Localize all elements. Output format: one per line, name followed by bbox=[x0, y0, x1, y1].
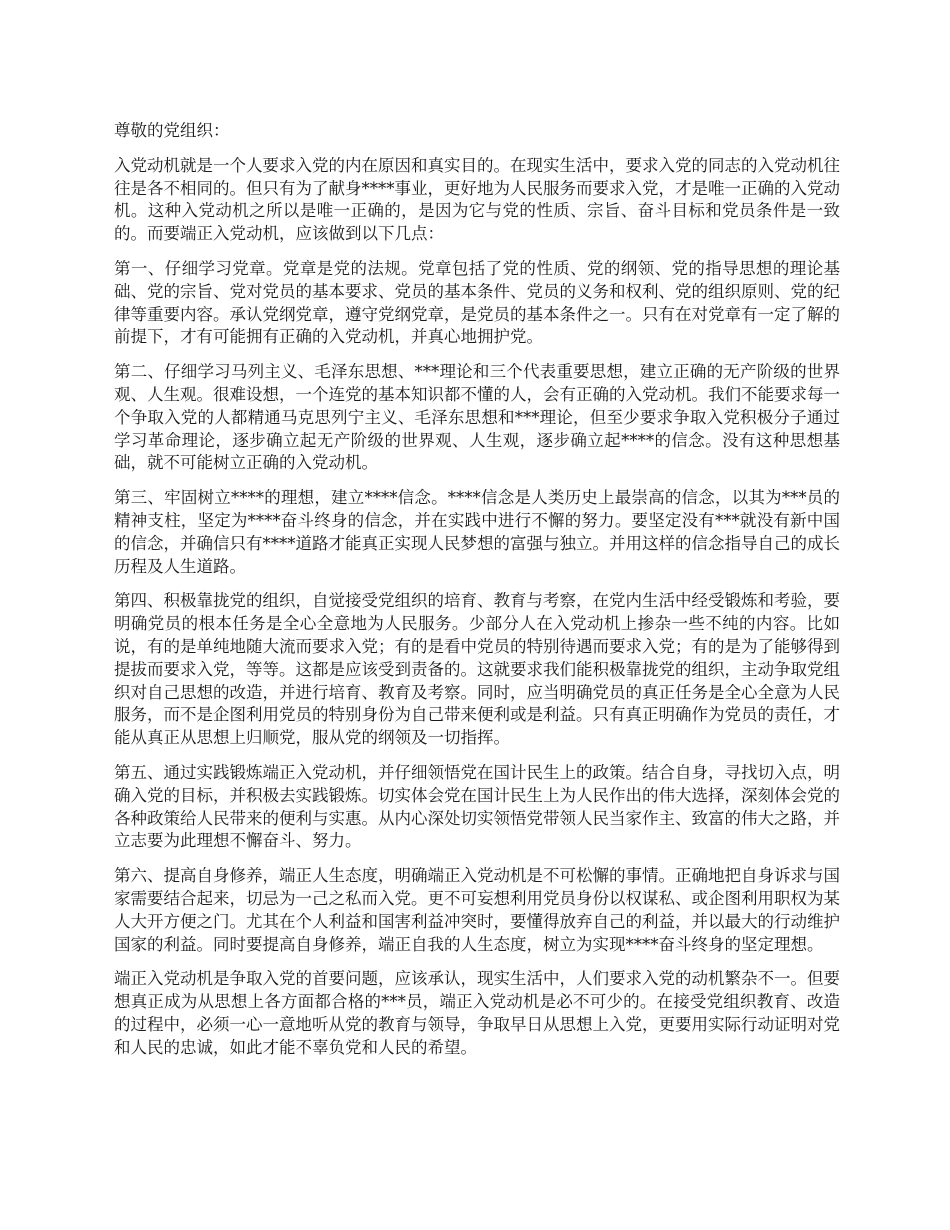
paragraph-point-6: 第六、提高自身修养，端正人生态度，明确端正入党动机是不可松懈的事情。正确地把自身诉求与国家需要结合起来，切忌为一己之私而入党。更不可妄想利用党员身份以权谋私、或企图利用职权为某人大开方便之门。尤其在个人利益和国害利益冲突时，要懂得放弃自己的利益，并以最大的行动维护国家的利益。同时要提高自身修养，端正自我的人生态度，树立为实现****奋斗终身的坚定理想。 bbox=[114, 866, 840, 954]
paragraph-point-4: 第四、积极靠拢党的组织，自觉接受党组织的培育、教育与考察，在党内生活中经受锻炼和考验，要明确党员的根本任务是全心全意地为人民服务。少部分人在入党动机上掺杂一些不纯的内容。比如说，有的是单纯地随大流而要求入党；有的是看中党员的特别待遇而要求入党；有的是为了能够得到提拔而要求入党，等等。这都是应该受到责备的。这就要求我们能积极靠拢党的组织，主动争取党组织对自己思想的改造，并进行培育、教育及考察。同时，应当明确党员的真正任务是全心全意为人民服务，而不是企图利用党员的特别身份为自己带来便利或是利益。只有真正明确作为党员的责任，才能从真正从思想上归顺党，服从党的纲领及一切指挥。 bbox=[114, 591, 840, 748]
paragraph-point-2: 第二、仔细学习马列主义、毛泽东思想、***理论和三个代表重要思想，建立正确的无产阶级的世界观、人生观。很难设想，一个连党的基本知识都不懂的人，会有正确的入党动机。我们不能要求每一个争取入党的人都精通马克思列宁主义、毛泽东思想和***理论，但至少要求争取入党积极分子通过学习革命理论，逐步确立起无产阶级的世界观、人生观，逐步确立起****的信念。没有这种思想基础，就不可能树立正确的入党动机。 bbox=[114, 362, 840, 473]
paragraph-point-3: 第三、牢固树立****的理想，建立****信念。****信念是人类历史上最崇高的信念，以其为***员的精神支柱，坚定为****奋斗终身的信念，并在实践中进行不懈的努力。要坚定没有***就没有新中国的信念，并确信只有****道路才能真正实现人民梦想的富强与独立。并用这样的信念指导自己的成长历程及人生道路。 bbox=[114, 488, 840, 576]
paragraph-conclusion: 端正入党动机是争取入党的首要问题，应该承认，现实生活中，人们要求入党的动机繁杂不一。但要想真正成为从思想上各方面都合格的***员，端正入党动机是必不可少的。在接受党组织教育、改造的过程中，必须一心一意地听从党的教育与领导，争取早日从思想上入党，更要用实际行动证明对党和人民的忠诚，如此才能不辜负党和人民的希望。 bbox=[114, 969, 840, 1057]
document-body bbox=[114, 120, 840, 1071]
paragraph-point-1: 第一、仔细学习党章。党章是党的法规。党章包括了党的性质、党的纲领、党的指导思想的理论基础、党的宗旨、党对党员的基本要求、党员的基本条件、党员的义务和权利、党的组织原则、党的纪律等重要内容。承认党纲党章，遵守党纲党章，是党员的基本条件之一。只有在对党章有一定了解的前提下，才有可能拥有正确的入党动机，并真心地拥护党。 bbox=[114, 258, 840, 347]
greeting: 尊敬的党组织： bbox=[114, 121, 230, 140]
paragraph-intro: 入党动机就是一个人要求入党的内在原因和真实目的。在现实生活中，要求入党的同志的入党动机往往是各不相同的。但只有为了献身****事业，更好地为人民服务而要求入党，才是唯一正确的入党动机。这种入党动机之所以是唯一正确的，是因为它与党的性质、宗旨、奋斗目标和党员条件是一致的。而要端正入党动机，应该做到以下几点： bbox=[114, 155, 840, 244]
paragraph-point-5: 第五、通过实践锻炼端正入党动机，并仔细领悟党在国计民生上的政策。结合自身，寻找切入点，明确入党的目标，并积极去实践锻炼。切实体会党在国计民生上为人民作出的伟大选择，深刻体会党的各种政策给人民带来的便利与实惠。从内心深处切实领悟党带领人民当家作主、致富的伟大之路，并立志要为此理想不懈奋斗、努力。 bbox=[114, 762, 840, 851]
